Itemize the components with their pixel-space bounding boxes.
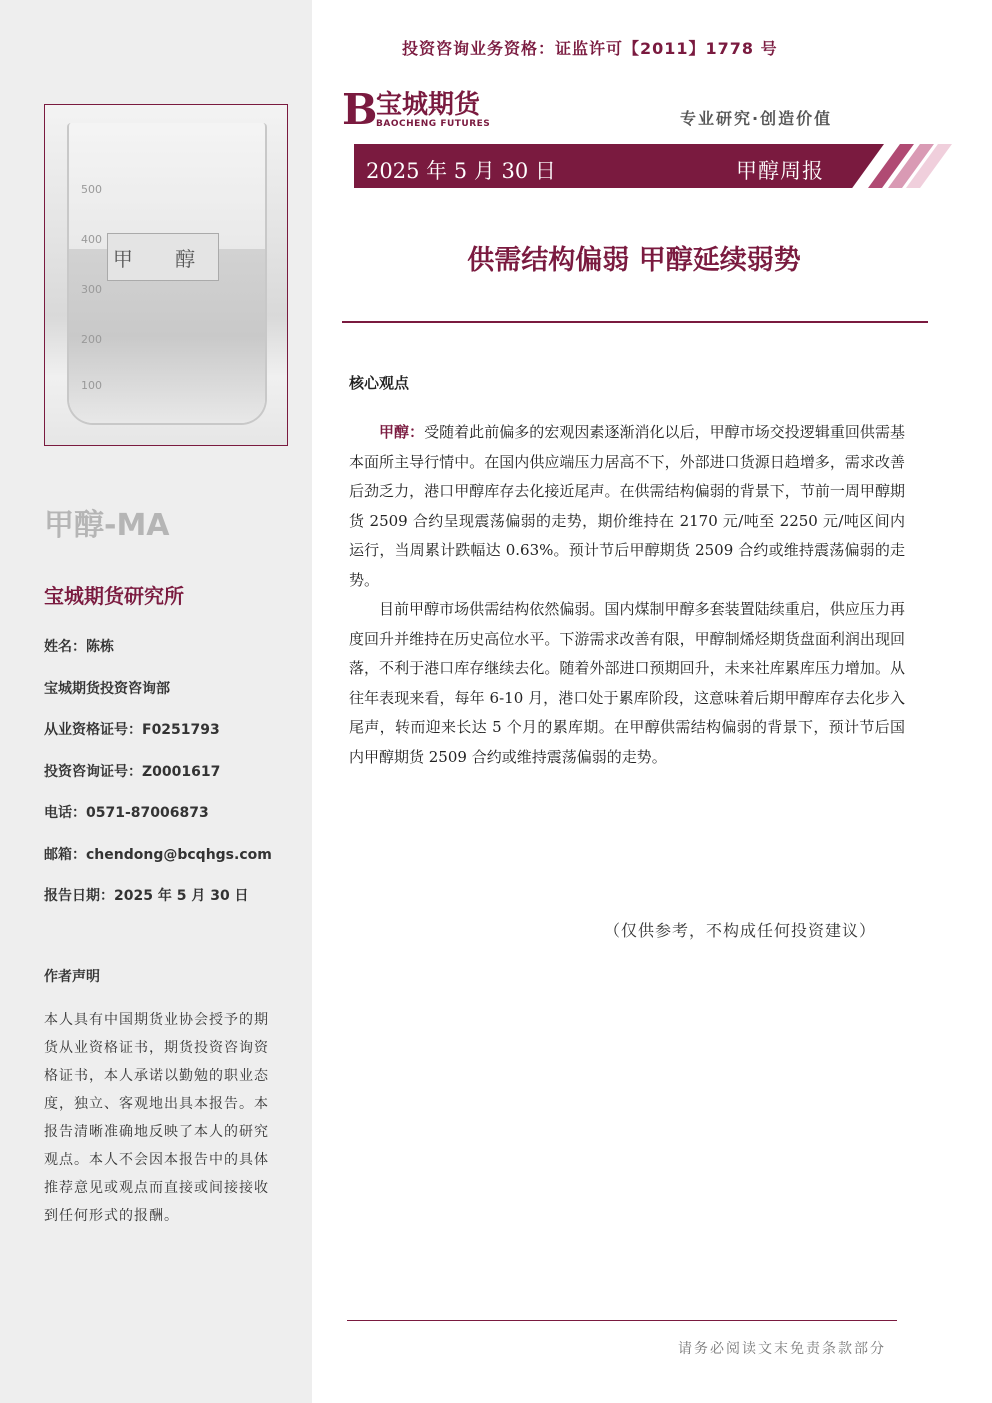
email: 邮箱：chendong@bcqhgs.com	[44, 846, 272, 863]
logo-text	[376, 91, 490, 129]
qualification-number: 从业资格证号：F0251793	[44, 722, 220, 738]
beaker-tick: 200	[81, 333, 102, 346]
paragraph: 目前甲醇市场供需结构依然偏弱。国内煤制甲醇多套装置陆续重启，供应压力再度回升并维持在历史高位水平。下游需求改善有限，甲醇制烯烃期货盘面利润出现回落，不利于港口库存继续去化。随着外部进口预期回升，未来社库累库压力增加。从往年表现来看，每年 6-10 月，港口处于累库阶段，这意味着后期甲醇库存去化步入尾声，转而迎来长达 5 个月的累库期。在甲醇供需结构偏弱的背景下，预计节后国内甲醇期货 2509 合约或维持震荡偏弱的走势。	[349, 600, 905, 766]
beaker-tick: 100	[81, 379, 102, 392]
phone: 电话：0571-87006873	[44, 805, 209, 821]
footer-note: 请务必阅读文末免责条款部分	[678, 1341, 886, 1357]
author-info	[44, 636, 272, 927]
report-date: 报告日期：2025 年 5 月 30 日	[44, 888, 249, 904]
institute-name: 宝城期货研究所	[44, 584, 184, 608]
license-notice: 投资咨询业务资格：证监许可【2011】1778 号	[402, 39, 778, 58]
author-name: 姓名：陈栋	[44, 639, 114, 655]
beaker-tick: 300	[81, 283, 102, 296]
logo-name-cn: 宝城期货	[376, 90, 481, 120]
logo-mark-icon: B	[342, 85, 378, 134]
banner-date: 2025 年 5 月 30 日	[366, 159, 556, 183]
divider	[342, 321, 928, 323]
beaker-tick: 400	[81, 233, 102, 246]
declaration-text: 本人具有中国期货业协会授予的期货从业资格证书，期货投资咨询资格证书，本人承诺以勤勉的职业态度，独立、客观地出具本报告。本报告清晰准确地反映了本人的研究观点。本人不会因本报告中的具体推荐意见或观点而直接或间接接收到任何形式的报酬。	[44, 1012, 269, 1224]
product-name: 甲醇-MA	[44, 508, 170, 543]
footer-divider	[347, 1320, 897, 1321]
department: 宝城期货投资咨询部	[44, 680, 170, 697]
logo-name-en: BAOCHENG FUTURES	[376, 119, 491, 129]
lead-label: 甲醇：	[379, 423, 425, 441]
report-type: 甲醇周报	[736, 159, 824, 183]
headline: 供需结构偏弱 甲醇延续弱势	[467, 245, 801, 276]
core-view-body	[349, 418, 905, 772]
core-view-title: 核心观点	[349, 374, 410, 392]
product-photo	[44, 104, 288, 446]
disclaimer: （仅供参考，不构成任何投资建议）	[604, 921, 877, 940]
slogan: 专业研究·创造价值	[680, 109, 833, 128]
beaker-tick: 500	[81, 183, 102, 196]
sidebar	[0, 0, 312, 1403]
declaration-title: 作者声明	[44, 969, 100, 985]
consulting-number: 投资咨询证号：Z0001617	[44, 763, 221, 780]
paragraph-text: 受随着此前偏多的宏观因素逐渐消化以后，甲醇市场交投逻辑重回供需基本面所主导行情中。在国内供应端压力居高不下，外部进口货源日趋增多，需求改善后劲乏力，港口甲醇库存去化接近尾声。在供需结构偏弱的背景下，节前一周甲醇期货 2509 合约呈现震荡偏弱的走势，期价维持在 2170 元/吨至 2250 元/吨区间内运行，当周累计跌幅达 0.63%。预计节后甲醇期货 2509 合约或维持震荡偏弱的走势。	[349, 423, 905, 589]
beaker-label: 甲 醇	[107, 233, 219, 281]
company-logo	[342, 85, 491, 134]
paragraph	[349, 418, 905, 595]
